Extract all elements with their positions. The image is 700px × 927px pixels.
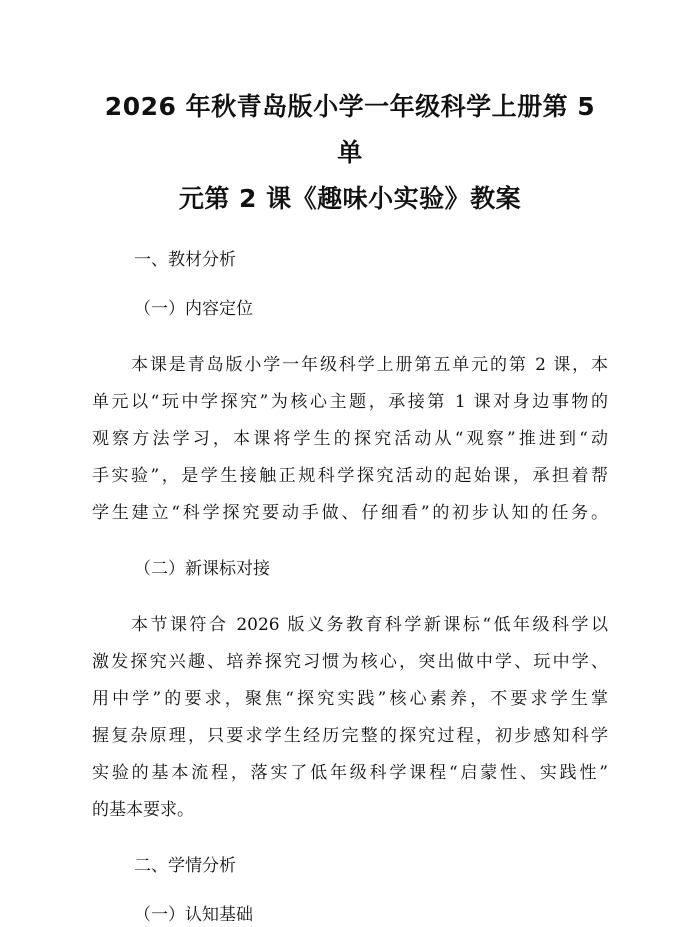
section-heading-teaching-material-analysis: 一、教材分析 — [134, 250, 236, 270]
paragraph-content-positioning — [92, 347, 608, 532]
paragraph-line: 单元以“玩中学探究”为核心主题，承接第 1 课对身边事物的 — [92, 392, 608, 412]
document-title — [92, 84, 608, 222]
subsection-heading-new-curriculum: （二）新课标对接 — [134, 559, 270, 579]
paragraph-line: 手实验”，是学生接触正规科学探究活动的起始课，承担着帮 — [92, 466, 608, 486]
paragraph-line: 观察方法学习，本课将学生的探究活动从“观察”推进到“动 — [92, 429, 608, 449]
paragraph-line: 本节课符合 2026 版义务教育科学新课标“低年级科学以 — [131, 615, 608, 635]
subsection-heading-content-positioning: （一）内容定位 — [134, 299, 253, 319]
paragraph-line: 本课是青岛版小学一年级科学上册第五单元的第 2 课，本 — [131, 355, 608, 375]
paragraph-line: 学生建立“科学探究要动手做、仔细看”的初步认知的任务。 — [92, 503, 608, 523]
paragraph-line: 的基本要求。 — [92, 800, 194, 820]
subsection-heading-cognitive-foundation: （一）认知基础 — [134, 905, 253, 925]
section-heading-learner-analysis: 二、学情分析 — [134, 856, 236, 876]
paragraph-line: 握复杂原理，只要求学生经历完整的探究过程，初步感知科学 — [92, 726, 608, 746]
paragraph-line: 用中学”的要求，聚焦“探究实践”核心素养，不要求学生掌 — [92, 689, 608, 709]
paragraph-new-curriculum — [92, 607, 608, 829]
paragraph-line: 实验的基本流程，落实了低年级科学课程“启蒙性、实践性” — [92, 763, 608, 783]
title-line-1: 2026 年秋青岛版小学一年级科学上册第 5 单 — [104, 92, 596, 167]
paragraph-line: 激发探究兴趣、培养探究习惯为核心，突出做中学、玩中学、 — [92, 652, 608, 672]
title-line-2: 元第 2 课《趣味小实验》教案 — [178, 184, 522, 213]
